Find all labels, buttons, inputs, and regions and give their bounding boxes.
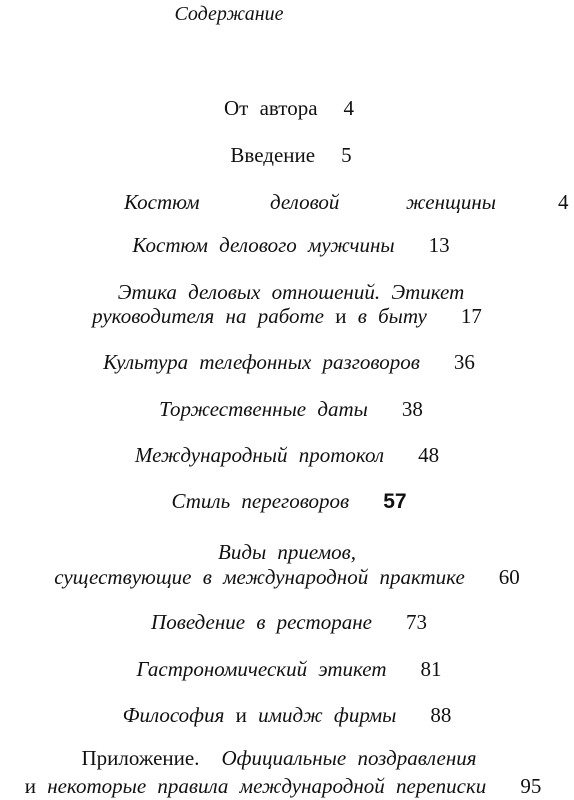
toc-entry-title: Официальные поздравления	[221, 746, 477, 770]
toc-entry-title: и	[235, 703, 247, 727]
toc-entry-page: 17	[460, 304, 482, 328]
toc-entry	[2, 489, 574, 514]
toc-entry	[0, 565, 574, 589]
toc-entry-title: Введение	[230, 143, 316, 167]
toc-entry	[0, 703, 574, 727]
toc-entry-title: Культура телефонных разговоров	[103, 350, 420, 374]
toc-entry-page: 81	[420, 657, 442, 681]
toc-entry	[2, 610, 574, 634]
toc-entry-page: 4	[343, 96, 355, 120]
toc-entry-page: 57	[383, 490, 407, 513]
toc-entry	[2, 96, 574, 120]
toc-entry-title: в быту	[357, 304, 427, 328]
toc-entry-line1: Виды приемов,	[218, 540, 356, 564]
toc-entry-page: 95	[520, 774, 542, 798]
toc-entry	[2, 350, 574, 374]
toc-entry-page: 4	[558, 190, 569, 214]
toc-entry	[2, 657, 574, 681]
toc-entry-title: Поведение в ресторане	[151, 610, 372, 634]
toc-entry-page: 88	[430, 703, 452, 727]
toc-entry-title: существующие в международной практике	[54, 565, 465, 589]
toc-entry	[0, 774, 570, 798]
toc-entry	[4, 233, 574, 257]
toc-entry-page: 36	[453, 350, 475, 374]
toc-entry-title: Международный протокол	[134, 443, 385, 467]
toc-entry-title: и	[24, 774, 36, 798]
toc-entry-page: 13	[428, 233, 450, 257]
toc-entry	[4, 397, 574, 421]
toc-entry-line1: Этика деловых отношений. Этикет	[117, 280, 465, 304]
toc-entry-page: 38	[401, 397, 423, 421]
toc-entry-title: Гастрономический этикет	[136, 657, 387, 681]
toc-entry-title: Стиль переговоров	[171, 489, 350, 513]
toc-entry-title: руководителя на работе	[92, 304, 324, 328]
toc-entry-page: 5	[341, 143, 352, 167]
toc-entry-title: Костюм делового мужчины	[132, 233, 395, 257]
toc-entry-title: От автора	[223, 96, 318, 120]
toc-entry-title: Приложение.	[81, 746, 200, 770]
toc-entry	[4, 143, 574, 167]
toc-entry-word: Костюм	[124, 190, 200, 214]
toc-entry-title: некоторые правила международной переписки	[47, 774, 487, 798]
toc-entry-title: Философия	[122, 703, 225, 727]
toc-entry-title: Торжественные даты	[159, 397, 368, 421]
toc-entry-page: 60	[498, 565, 520, 589]
toc-entry-line1	[0, 746, 566, 770]
toc-entry-title: имидж фирмы	[258, 703, 397, 727]
toc-entry-title: и	[335, 304, 347, 328]
page-title: Содержание	[174, 3, 284, 25]
toc-entry-page: 48	[418, 443, 440, 467]
toc-entry-word: женщины	[406, 190, 496, 214]
toc-entry	[124, 190, 570, 214]
toc-entry	[0, 443, 574, 467]
toc-entry-word: деловой	[270, 190, 340, 214]
toc-entry-page: 73	[405, 610, 427, 634]
toc-entry	[0, 304, 574, 328]
